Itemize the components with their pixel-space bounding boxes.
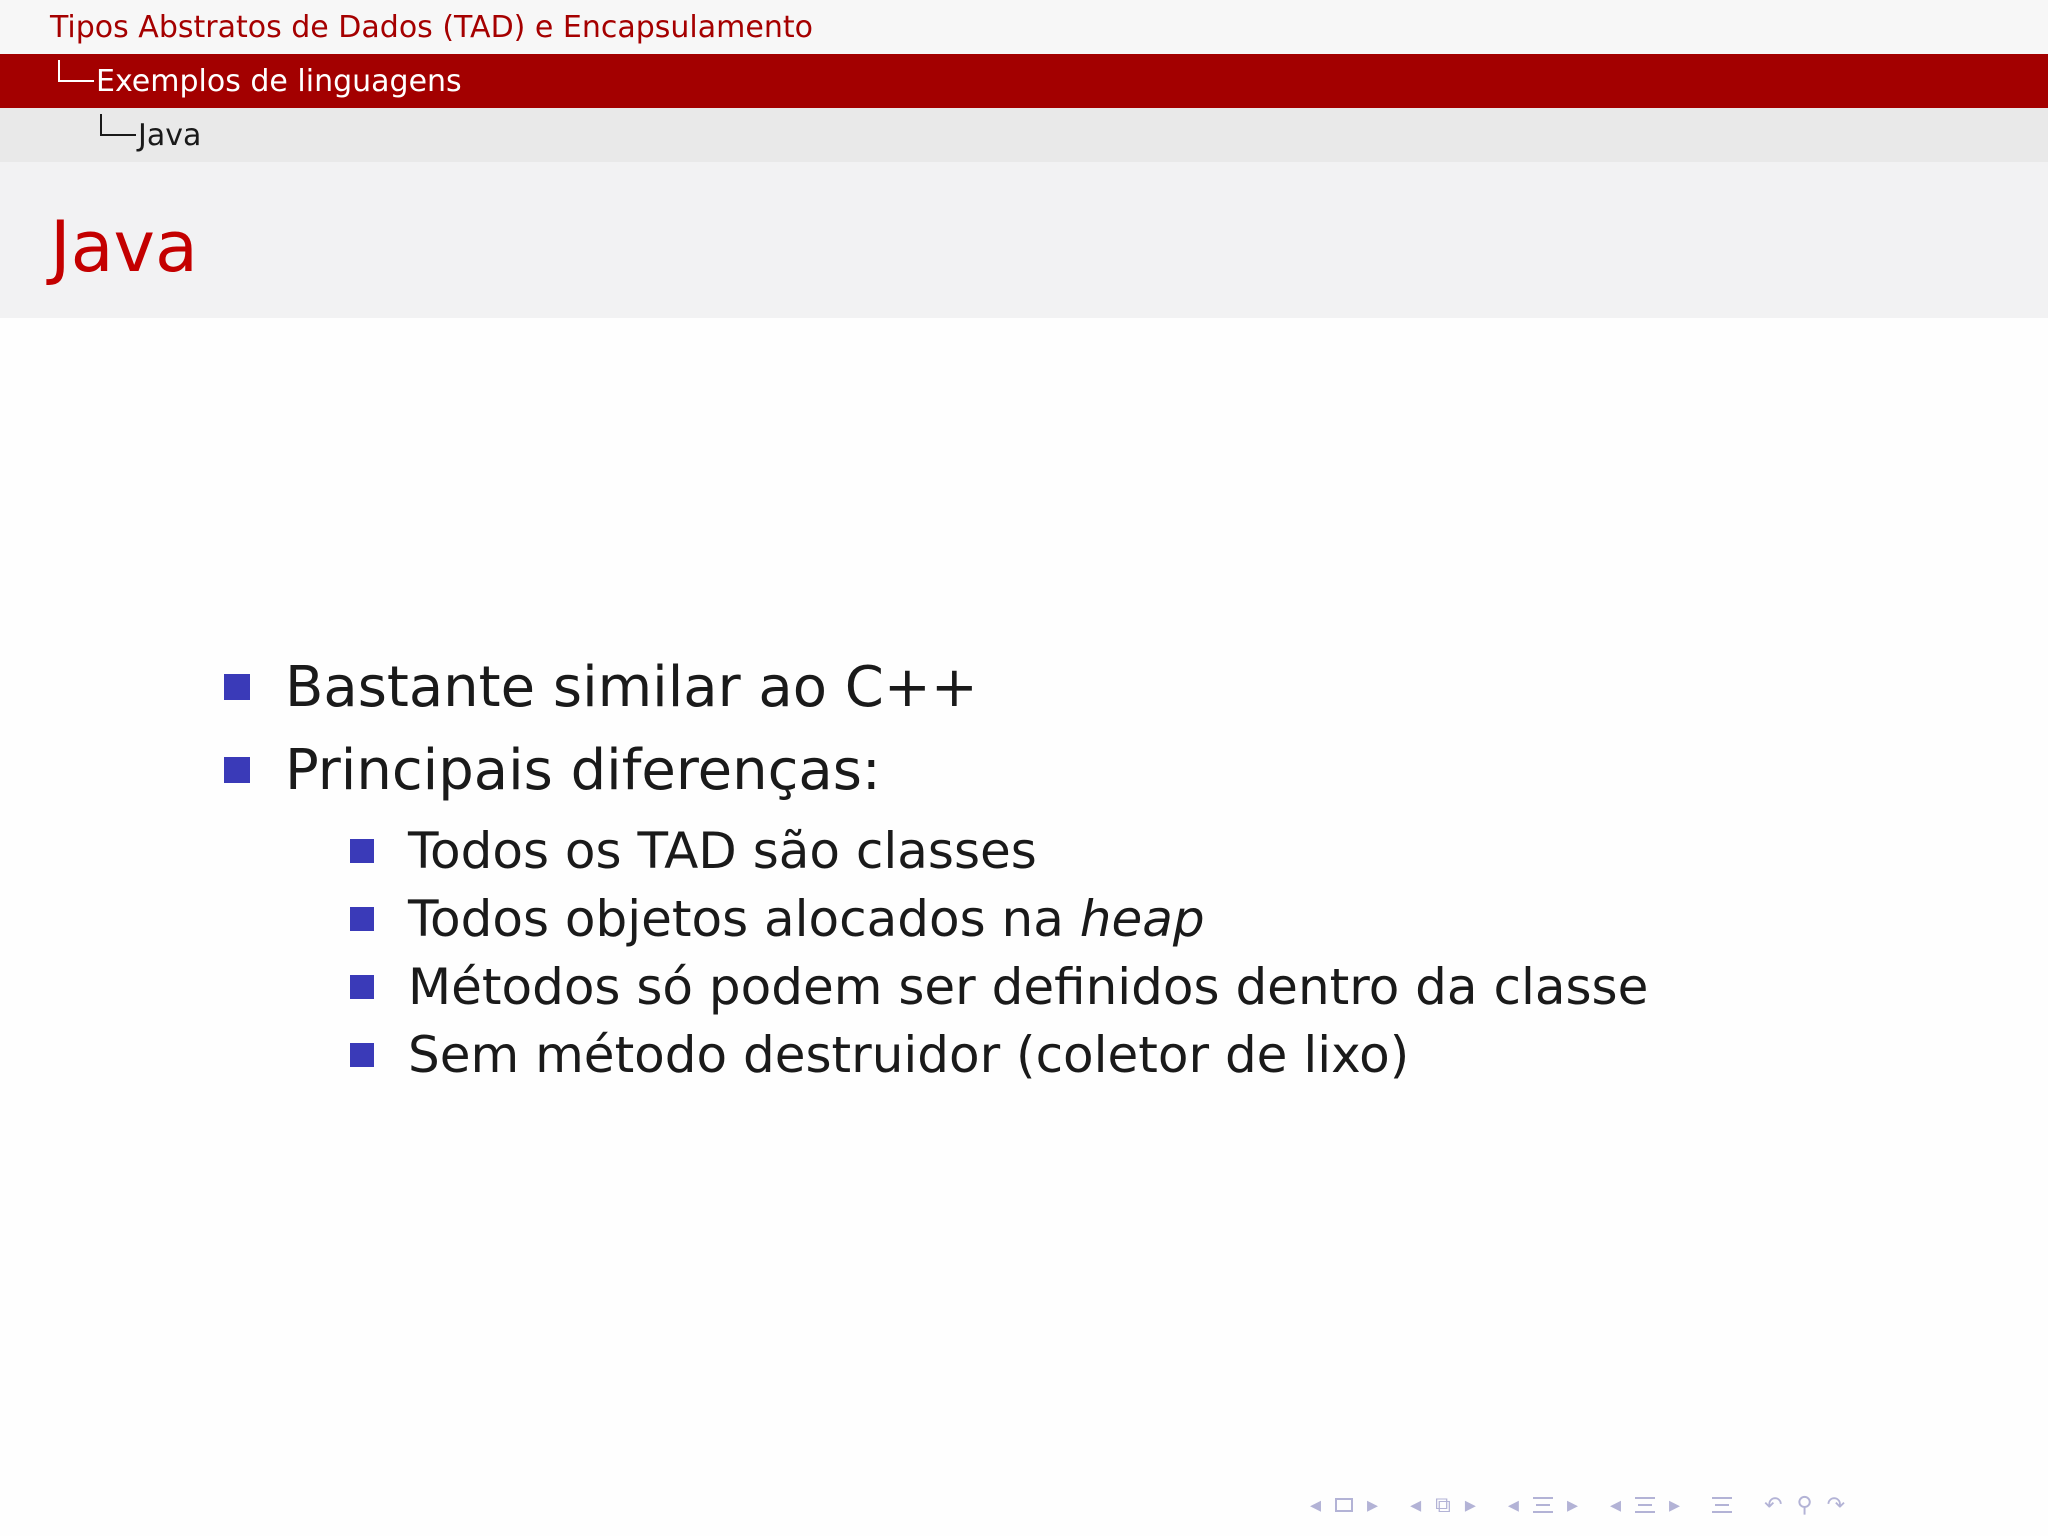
nav-prev-frame-icon[interactable]: ◂: [1410, 1492, 1422, 1518]
nav-prev-slide-icon[interactable]: ◂: [1310, 1492, 1322, 1518]
nav-slide-icon[interactable]: [1335, 1498, 1353, 1512]
section-title[interactable]: Tipos Abstratos de Dados (TAD) e Encapsulamento: [50, 9, 813, 45]
sub-list-item-text: Métodos só podem ser definidos dentro da classe: [408, 958, 1649, 1016]
page-title: Java: [50, 206, 198, 288]
sub-list-item-text: [408, 890, 1205, 948]
square-bullet-icon: [224, 757, 250, 783]
nav-back-icon[interactable]: ↶: [1764, 1492, 1783, 1518]
slide-content: [0, 318, 2048, 1448]
tree-elbow-icon: [100, 114, 136, 136]
header-subsubsection-bar: [0, 108, 2048, 162]
square-bullet-icon: [224, 674, 250, 700]
square-bullet-icon: [350, 975, 374, 999]
nav-section-icon[interactable]: [1635, 1497, 1655, 1513]
sub-list-item-text: Sem método destruidor (coletor de lixo): [408, 1026, 1410, 1084]
square-bullet-icon: [350, 839, 374, 863]
nav-prev-subsection-icon[interactable]: ◂: [1507, 1492, 1519, 1518]
nav-document-icon[interactable]: [1712, 1497, 1732, 1513]
nav-forward-icon[interactable]: ↷: [1826, 1492, 1846, 1518]
header-subsection-bar: [0, 54, 2048, 108]
sub-list-item-text-plain: Todos objetos alocados na: [408, 890, 1080, 948]
sub-list-item: [350, 819, 1037, 883]
navigation-bar: [1310, 1488, 1859, 1522]
header-section-bar: [0, 0, 2048, 54]
nav-next-section-icon[interactable]: ▸: [1669, 1492, 1681, 1518]
list-item: [224, 735, 881, 805]
nav-next-subsection-icon[interactable]: ▸: [1566, 1492, 1578, 1518]
nav-next-frame-icon[interactable]: ▸: [1464, 1492, 1476, 1518]
list-item-text: Bastante similar ao C++: [285, 654, 978, 720]
sub-list-item: [350, 1023, 1409, 1087]
frame-title-band: [0, 162, 2048, 318]
square-bullet-icon: [350, 1043, 374, 1067]
emphasis-text: heap: [1079, 890, 1205, 948]
nav-subsection-icon[interactable]: [1533, 1497, 1553, 1513]
nav-next-slide-icon[interactable]: ▸: [1367, 1492, 1379, 1518]
square-bullet-icon: [350, 907, 374, 931]
list-item: [224, 652, 978, 722]
subsubsection-title[interactable]: Java: [138, 117, 202, 153]
sub-list-item: [350, 887, 1205, 951]
sub-list-item: [350, 955, 1648, 1019]
list-item-text: Principais diferenças:: [285, 737, 881, 803]
tree-elbow-icon: [58, 60, 94, 82]
nav-search-icon[interactable]: ⚲: [1796, 1492, 1813, 1518]
subsection-title[interactable]: Exemplos de linguagens: [96, 63, 462, 99]
sub-list-item-text: Todos os TAD são classes: [408, 822, 1037, 880]
nav-frame-icon[interactable]: ⧉: [1435, 1492, 1451, 1518]
nav-prev-section-icon[interactable]: ◂: [1610, 1492, 1622, 1518]
